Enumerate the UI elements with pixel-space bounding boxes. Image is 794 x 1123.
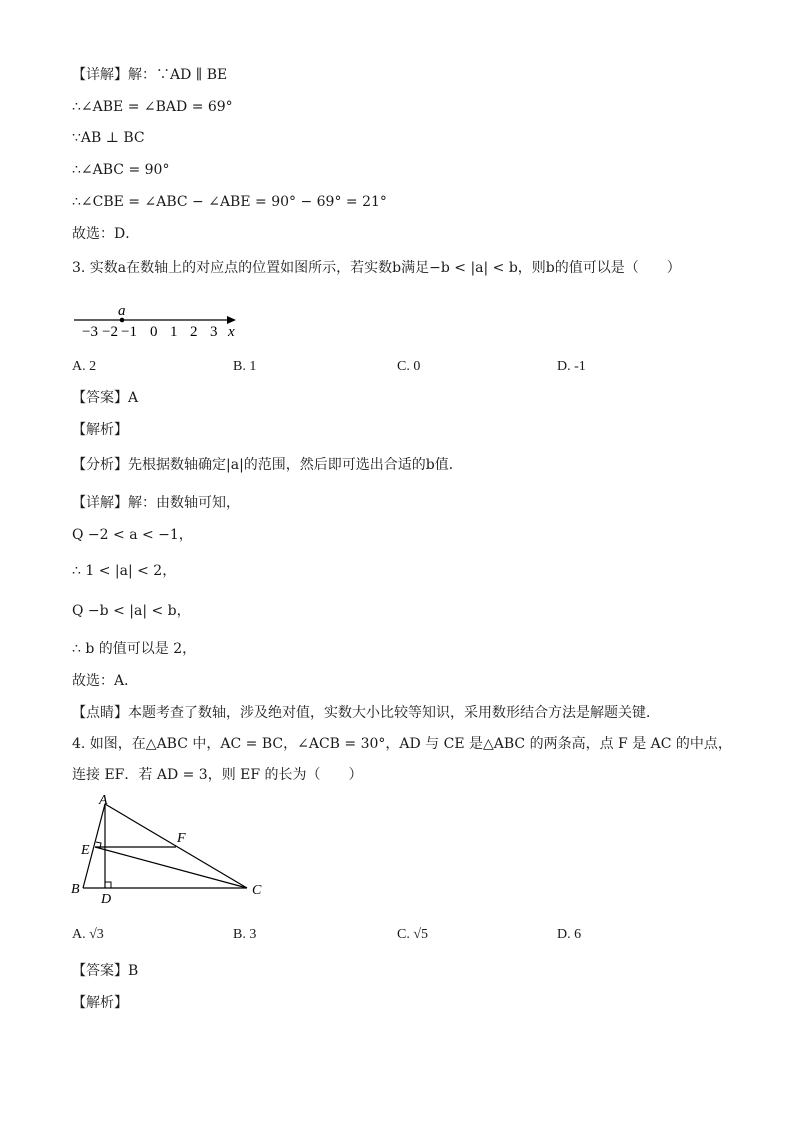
label-B: B (71, 882, 80, 897)
triangle-figure (65, 792, 275, 907)
point-label-a: a (118, 303, 126, 319)
solution-line: 【详解】解：∵AD ∥ BE (72, 67, 228, 83)
step-line: Q −b < |a| < b， (72, 603, 191, 619)
option-d: D. -1 (557, 359, 586, 374)
number-line-figure (70, 300, 270, 340)
analysis-heading: 【解析】 (72, 995, 128, 1011)
question-3-stem: 3. 实数a在数轴上的对应点的位置如图所示，若实数b满足−b < |a| < b，则b的值可以是（ ） (72, 260, 681, 276)
option-c: C. √5 (397, 927, 429, 942)
step-line: Q −2 < a < −1， (72, 527, 193, 543)
tick-label: −3 (82, 324, 98, 340)
tick-label: −2 (102, 324, 118, 340)
answer-label: 【答案】B (72, 963, 139, 979)
answer-label: 【答案】A (72, 390, 139, 406)
solution-line: ∵AB ⊥ BC (72, 130, 145, 146)
analysis-text: 【分析】先根据数轴确定|a|的范围，然后即可选出合适的b值． (72, 457, 463, 473)
label-E: E (81, 843, 90, 858)
label-A: A (99, 793, 108, 808)
solution-line: ∴∠ABE = ∠BAD = 69° (72, 99, 233, 115)
step-line: ∴ b 的值可以是 2， (72, 641, 197, 657)
label-D: D (101, 892, 112, 907)
solution-line: ∴∠CBE = ∠ABC − ∠ABE = 90° − 69° = 21° (72, 194, 387, 210)
question-4-stem: 4. 如图，在△ABC 中，AC = BC，∠ACB = 30°，AD 与 CE 是△ABC 的两条高，点 F 是 AC 的中点， (72, 736, 732, 752)
step-line: ∴ 1 < |a| < 2， (72, 563, 177, 579)
label-C: C (252, 883, 262, 898)
tick-label: 0 (150, 324, 158, 340)
tick-label: 2 (190, 324, 198, 340)
axis-label-x: x (228, 324, 235, 340)
option-b: B. 1 (233, 359, 257, 374)
question-4-stem-cont: 连接 EF．若 AD = 3，则 EF 的长为（ ） (72, 767, 363, 783)
option-d: D. 6 (557, 927, 582, 942)
label-F: F (177, 831, 186, 846)
tick-label: 3 (210, 324, 218, 340)
tick-label: −1 (121, 324, 137, 340)
solution-line: 故选：D． (72, 226, 140, 242)
option-a: A. 2 (72, 359, 97, 374)
option-c: C. 0 (397, 359, 421, 374)
option-b: B. 3 (233, 927, 257, 942)
solution-line: ∴∠ABC = 90° (72, 162, 170, 178)
detail-text: 【详解】解：由数轴可知， (72, 495, 240, 511)
option-a: A. √3 (72, 927, 104, 942)
analysis-heading: 【解析】 (72, 422, 128, 438)
key-point-text: 【点睛】本题考查了数轴，涉及绝对值，实数大小比较等知识，采用数形结合方法是解题关键． (72, 705, 660, 721)
tick-label: 1 (170, 324, 178, 340)
step-line: 故选：A． (72, 673, 139, 689)
